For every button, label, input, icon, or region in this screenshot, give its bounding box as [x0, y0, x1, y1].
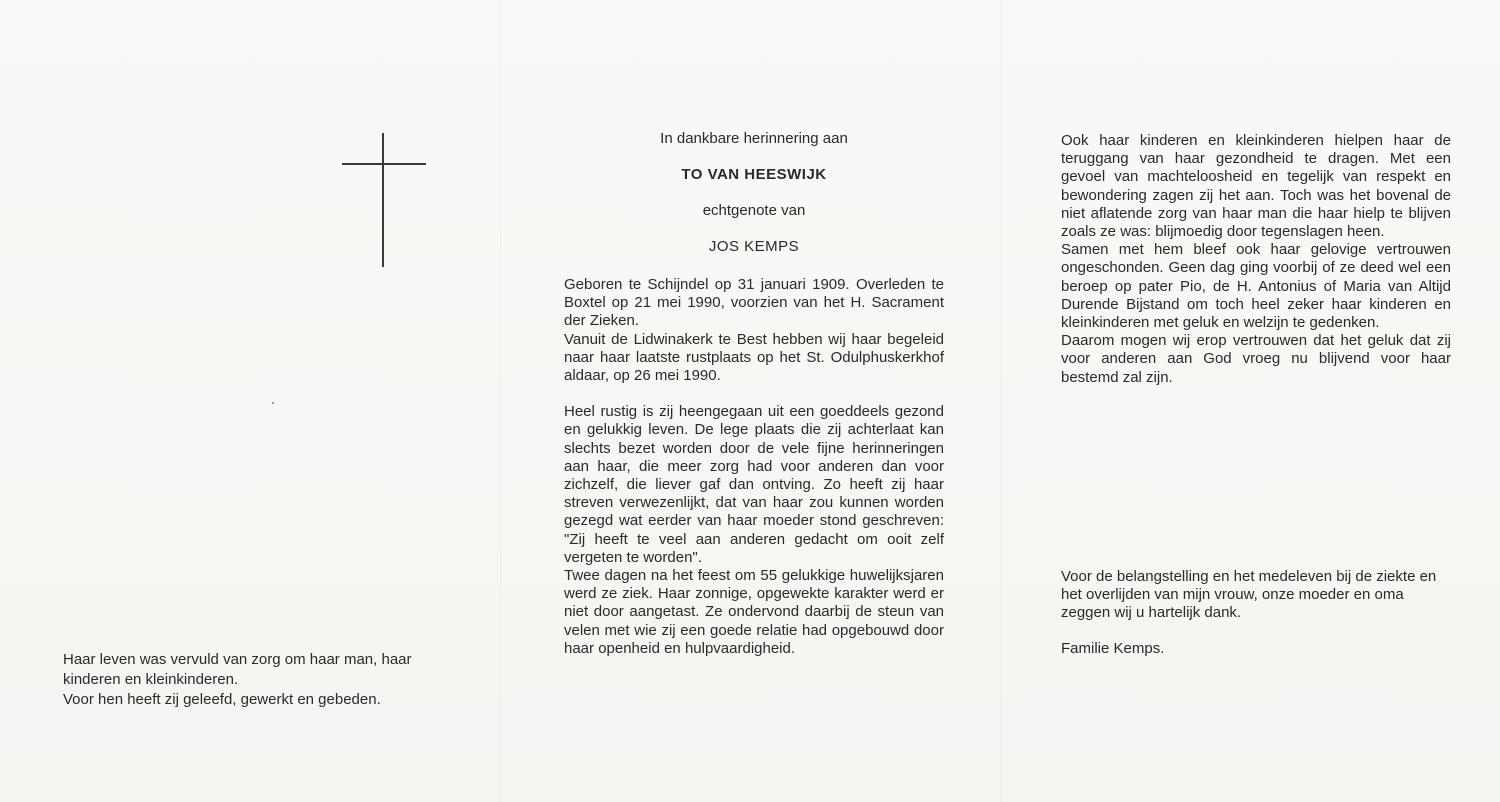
left-line-2: kinderen en kleinkinderen.	[63, 671, 239, 688]
deceased-name: TO VAN HEESWIJK	[681, 166, 827, 183]
family-signature: Familie Kemps.	[1061, 640, 1165, 657]
fold-line-right	[1000, 0, 1001, 802]
burial-text: Vanuit de Lidwinakerk te Best hebben wij haar begeleid naar haar laatste rustplaats op het St. Odulphuskerkhof aldaar, op 26 mei 1990.	[564, 330, 944, 385]
illness-text: Twee dagen na het feest om 55 gelukkige huwelijksjaren werd ze ziek. Haar zonnige, opgewekte karakter werd er niet door aangetast. Ze ondervond daarbij de steun van velen met wie zij een goede relatie had opgebouwd door haar openheid en hulpvaardigheid.	[564, 567, 944, 657]
birth-death-text: Geboren te Schijndel op 31 januari 1909. Overleden te Boxtel op 21 mei 1990, voorzien van het H. Sacrament der Zieken.	[564, 276, 944, 330]
thanks-text	[1061, 568, 1451, 623]
paper-speck	[272, 402, 274, 404]
closing-text: Daarom mogen wij erop vertrouwen dat het geluk dat zij voor anderen aan God vroeg nu blijvend voor haar bestemd zal zijn.	[1061, 332, 1451, 386]
spouse-name: JOS KEMPS	[708, 238, 800, 255]
relation-line: echtgenote van	[702, 202, 806, 219]
thanks-paragraph: Voor de belangstelling en het medeleven bij de ziekte en het overlijden van mijn vrouw, onze moeder en oma zeggen wij u hartelijk dank.	[1061, 568, 1437, 622]
intro-line: In dankbare herinnering aan	[660, 130, 848, 147]
fold-line-left	[500, 0, 501, 802]
left-line-1: Haar leven was vervuld van zorg om haar man, haar	[63, 651, 412, 668]
right-panel-body	[1061, 132, 1451, 387]
faith-text: Samen met hem bleef ook haar gelovige vertrouwen ongeschonden. Geen dag ging voorbij of ze deed wel een beroep op pater Pio, de H. Antonius of Maria van Altijd Durende Bijstand om toch heel zeker haar kinderen en kleinkinderen met geluk en welzijn te gedenken.	[1061, 241, 1451, 332]
middle-panel-body	[564, 276, 944, 658]
cross-icon	[342, 133, 426, 267]
left-line-3: Voor hen heeft zij geleefd, gewerkt en gebeden.	[63, 691, 381, 708]
family-support-text: Ook haar kinderen en kleinkinderen hielpen haar de teruggang van haar gezondheid te dragen. Met een gevoel van machteloosheid en tegelijk van respekt en bewondering zagen zij het aan. Toch was het bovenal de niet aflatende zorg van haar man die haar hielp te blijven zoals ze was: blijmoedig door tegenslagen heen.	[1061, 132, 1451, 241]
left-panel-text	[63, 650, 463, 710]
tribute-text: Heel rustig is zij heengegaan uit een goeddeels gezond en gelukkig leven. De lege plaats die zij achterlaat kan slechts bezet worden door de vele fijne herinneringen aan haar, die meer zorg had voor anderen dan voor zichzelf, die liever gaf dan ontving. Zo heeft zij haar streven verwezenlijkt, dat van haar zou kunnen worden gezegd wat eerder van haar moeder stond geschreven: "Zij heeft te veel aan anderen gedacht om ooit zelf vergeten te worden".	[564, 403, 944, 566]
